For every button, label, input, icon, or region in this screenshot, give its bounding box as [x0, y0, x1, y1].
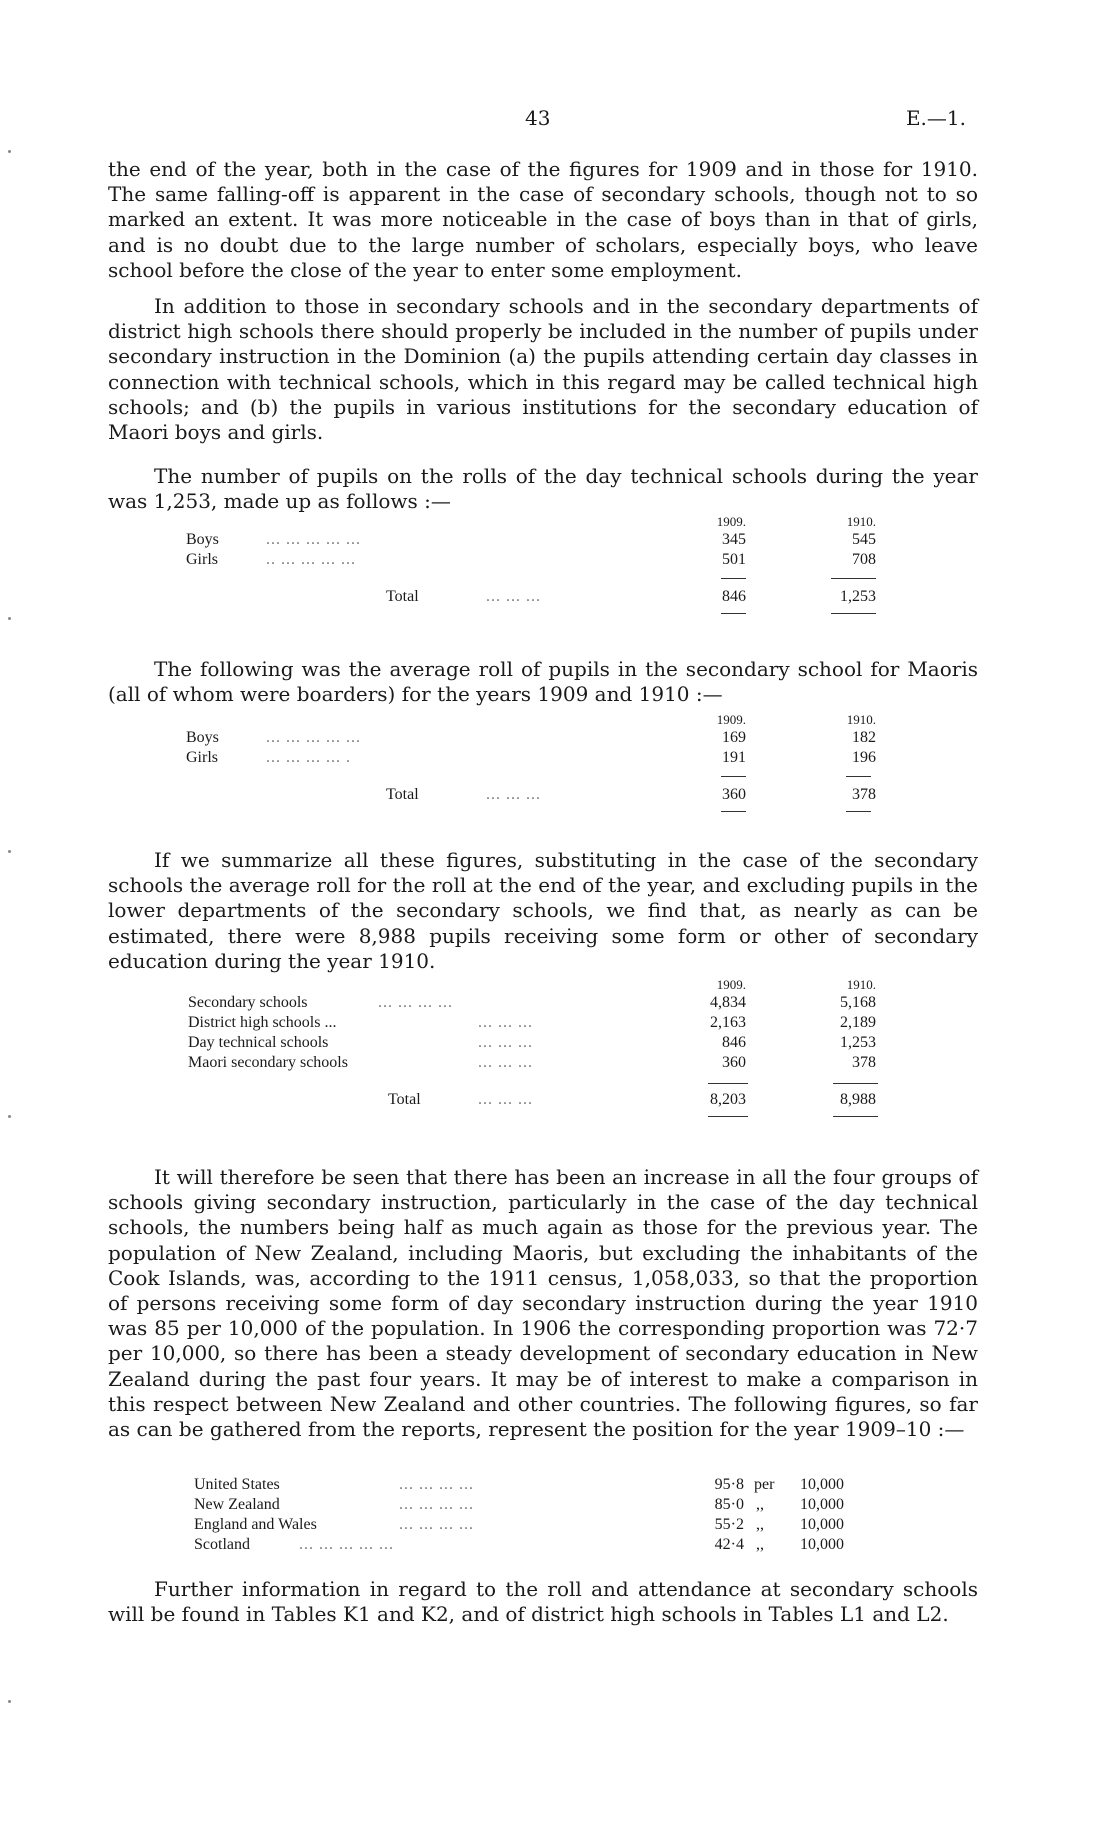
- row-label: Girls: [186, 551, 218, 568]
- total-1910: 8,988: [840, 1091, 876, 1108]
- total-rule: [833, 1116, 878, 1117]
- leader-dots: .. ... ... ... ...: [266, 551, 356, 568]
- total-1909: 846: [722, 588, 746, 605]
- year-header-1910: 1910.: [846, 977, 876, 992]
- total-rule: [831, 613, 876, 614]
- total-label: Total: [386, 588, 419, 605]
- paragraph-7: Further information in regard to the roll and attendance at secondary schools will be found in Tables K1 and K2, and of district high schools in Tables L1 and L2.: [108, 1577, 978, 1627]
- value-1910: 1,253: [840, 1034, 876, 1051]
- value-1910: 378: [852, 1054, 876, 1071]
- country-label: England and Wales: [194, 1516, 317, 1533]
- leader-dots: ... ... ...: [478, 1054, 533, 1071]
- year-header-1909: 1909.: [716, 977, 746, 992]
- value-1909: 2,163: [710, 1014, 746, 1031]
- value-1909: 169: [722, 729, 746, 746]
- rate-base: 10,000: [800, 1476, 844, 1493]
- table-row: [194, 1536, 914, 1556]
- rate-per: ,,: [756, 1516, 764, 1533]
- sum-rule: [846, 776, 871, 777]
- leader-dots: ... ... ... ... ...: [299, 1536, 394, 1553]
- country-label: United States: [194, 1476, 280, 1493]
- value-1910: 5,168: [840, 994, 876, 1011]
- leader-dots: ... ... ... ... ...: [266, 729, 361, 746]
- total-rule: [721, 613, 746, 614]
- country-label: New Zealand: [194, 1496, 280, 1513]
- table-row: [188, 1054, 908, 1074]
- year-header-1910: 1910.: [846, 514, 876, 529]
- sum-rule: [721, 776, 746, 777]
- table-row: [186, 729, 906, 749]
- total-label: Total: [386, 786, 419, 803]
- value-1909: 4,834: [710, 994, 746, 1011]
- paragraph-5: If we summarize all these figures, substituting in the case of the secondary schools the average roll for the roll at the end of the year, and excluding pupils in the lower departments of the secondary schools, we find that, as nearly as can be estimated, there were 8,988 pupils receiving some form or other of secondary education during the year 1910.: [108, 848, 978, 973]
- scan-mark: [8, 1115, 11, 1118]
- total-rule: [721, 811, 746, 812]
- country-label: Scotland: [194, 1536, 250, 1553]
- total-row: [186, 588, 906, 608]
- sum-rule: [708, 1083, 748, 1084]
- row-label: Girls: [186, 749, 218, 766]
- total-row: [186, 786, 906, 806]
- rate-per: ,,: [756, 1536, 764, 1553]
- total-rule: [846, 811, 871, 812]
- sum-rule: [721, 578, 746, 579]
- year-header-1909: 1909.: [716, 514, 746, 529]
- table-row: [188, 1014, 908, 1034]
- paragraph-3: The number of pupils on the rolls of the day technical schools during the year was 1,253, made up as follows :—: [108, 464, 978, 514]
- series-code: E.—1.: [905, 106, 966, 130]
- leader-dots: ... ... ...: [478, 1034, 533, 1051]
- leader-dots: ... ... ... ...: [399, 1516, 474, 1533]
- table-row: [186, 551, 906, 571]
- value-1910: 545: [852, 531, 876, 548]
- sum-rule: [831, 578, 876, 579]
- leader-dots: ... ... ... ...: [399, 1496, 474, 1513]
- rate-value: 95·8: [714, 1476, 744, 1493]
- sum-rule: [833, 1083, 878, 1084]
- rate-per: per: [754, 1476, 775, 1493]
- table-row: [194, 1476, 914, 1496]
- year-header-1910: 1910.: [846, 712, 876, 727]
- scan-mark: [8, 617, 11, 620]
- value-1910: 708: [852, 551, 876, 568]
- leader-dots: ... ... ... ...: [399, 1476, 474, 1493]
- scan-mark: [8, 850, 11, 853]
- rate-per: ,,: [756, 1496, 764, 1513]
- page-number: 43: [525, 106, 551, 130]
- value-1910: 2,189: [840, 1014, 876, 1031]
- total-rule: [708, 1116, 748, 1117]
- table-row: [194, 1496, 914, 1516]
- scan-mark: [8, 150, 11, 153]
- row-label: Secondary schools: [188, 994, 308, 1011]
- total-label: Total: [388, 1091, 421, 1108]
- row-label: Day technical schools: [188, 1034, 329, 1051]
- page-header: [0, 106, 1114, 136]
- value-1910: 196: [852, 749, 876, 766]
- paragraph-1: the end of the year, both in the case of the figures for 1909 and in those for 1910. The same falling-off is apparent in the case of secondary schools, though not to so marked an extent. It was more noticeable in the case of boys than in that of girls, and is no doubt due to the large number of scholars, especially boys, who leave school before the close of the year to enter some employment.: [108, 157, 978, 282]
- maori-school-table: [186, 712, 906, 822]
- table-row: [188, 994, 908, 1014]
- paragraph-6: It will therefore be seen that there has been an increase in all the four groups of schools giving secondary instruction, particularly in the case of the day technical schools, the numbers being half as much again as those for the previous year. The population of New Zealand, including Maoris, but excluding the inhabitants of the Cook Islands, was, according to the 1911 census, 1,058,033, so that the proportion of persons receiving some form of day secondary instruction during the year 1910 was 85 per 10,000 of the population. In 1906 the corresponding proportion was 72·7 per 10,000, so there has been a steady development of secondary education in New Zealand during the past four years. It may be of interest to make a comparison in this respect between New Zealand and other countries. The following figures, so far as can be gathered from the reports, represent the position for the year 1909–10 :—: [108, 1165, 978, 1442]
- table-row: [194, 1516, 914, 1536]
- year-header-1909: 1909.: [716, 712, 746, 727]
- technical-schools-table: [186, 514, 906, 624]
- value-1909: 345: [722, 531, 746, 548]
- total-1910: 378: [852, 786, 876, 803]
- rate-value: 42·4: [714, 1536, 744, 1553]
- table-row: [188, 1034, 908, 1054]
- rate-base: 10,000: [800, 1496, 844, 1513]
- total-row: [188, 1091, 908, 1111]
- rate-base: 10,000: [800, 1516, 844, 1533]
- value-1909: 191: [722, 749, 746, 766]
- total-1909: 360: [722, 786, 746, 803]
- total-1910: 1,253: [840, 588, 876, 605]
- leader-dots: ... ... ...: [486, 588, 541, 605]
- table-row: [186, 531, 906, 551]
- rate-value: 55·2: [714, 1516, 744, 1533]
- leader-dots: ... ... ...: [478, 1091, 533, 1108]
- leader-dots: ... ... ... ... ...: [266, 531, 361, 548]
- scan-mark: [8, 1700, 11, 1703]
- rate-base: 10,000: [800, 1536, 844, 1553]
- total-1909: 8,203: [710, 1091, 746, 1108]
- row-label: Boys: [186, 729, 219, 746]
- value-1909: 501: [722, 551, 746, 568]
- paragraph-2: In addition to those in secondary schools and in the secondary departments of district high schools there should properly be included in the number of pupils under secondary instruction in the Dominion (a) the pupils attending certain day classes in connection with technical schools, which in this regard may be called technical high schools; and (b) the pupils in various institutions for the secondary education of Maori boys and girls.: [108, 294, 978, 445]
- row-label: District high schools ...: [188, 1014, 337, 1031]
- comparison-table: [194, 1476, 914, 1566]
- paragraph-4: The following was the average roll of pupils in the secondary school for Maoris (all of whom were boarders) for the years 1909 and 1910 :—: [108, 657, 978, 707]
- table-row: [186, 749, 906, 769]
- rate-value: 85·0: [714, 1496, 744, 1513]
- leader-dots: ... ... ...: [486, 786, 541, 803]
- value-1910: 182: [852, 729, 876, 746]
- row-label: Boys: [186, 531, 219, 548]
- value-1909: 360: [722, 1054, 746, 1071]
- row-label: Maori secondary schools: [188, 1054, 348, 1071]
- leader-dots: ... ... ... ... .: [266, 749, 351, 766]
- summary-table: [188, 977, 908, 1127]
- value-1909: 846: [722, 1034, 746, 1051]
- leader-dots: ... ... ...: [478, 1014, 533, 1031]
- leader-dots: ... ... ... ...: [378, 994, 453, 1011]
